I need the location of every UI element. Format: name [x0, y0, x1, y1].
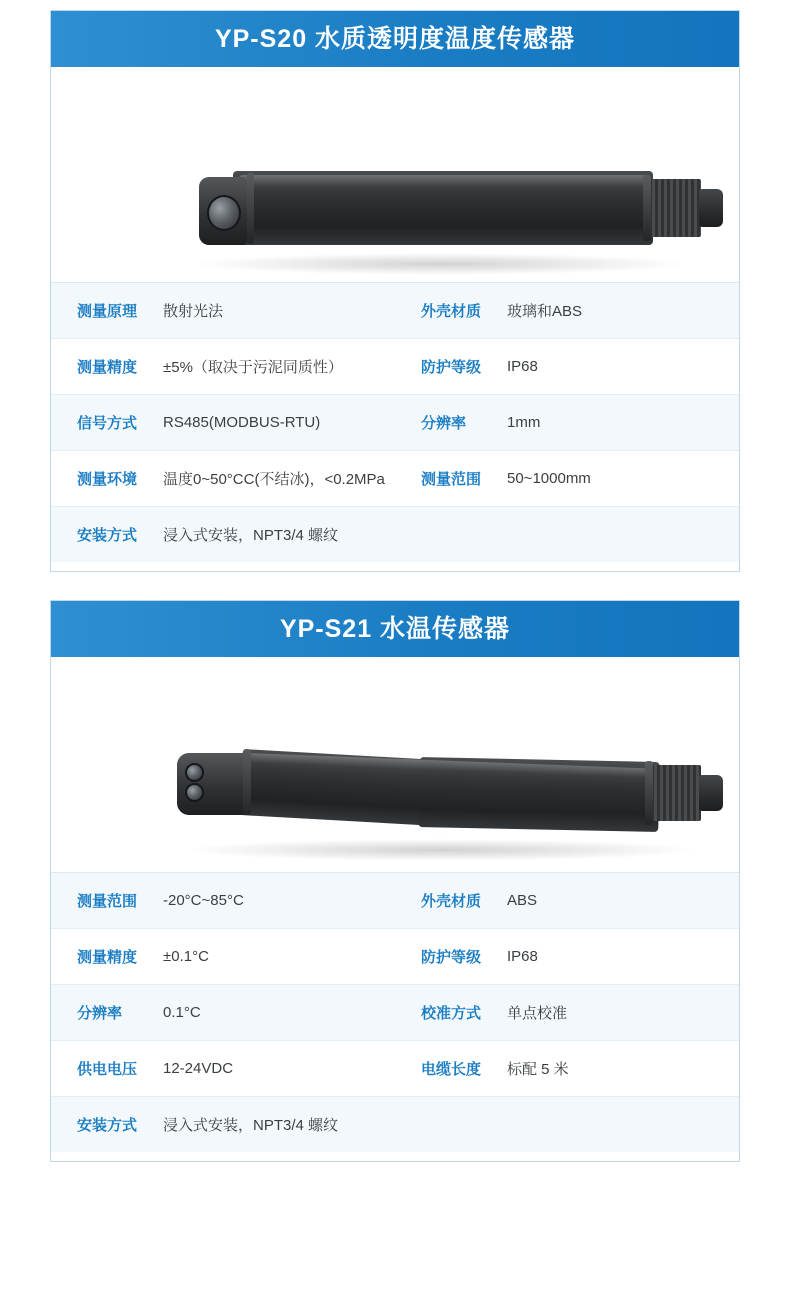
sensor-illustration-yp-s21: [51, 657, 741, 872]
spec-key: 安装方式: [77, 527, 138, 544]
spec-cell: [51, 929, 395, 984]
sensor-ring-front: [243, 749, 251, 815]
spec-value: 标配 5 米: [507, 1061, 569, 1078]
spec-cell: [51, 283, 395, 338]
spec-value: 温度0~50°CC(不结冰)，<0.2MPa: [163, 471, 385, 488]
spec-key: 测量范围: [77, 893, 138, 910]
spec-key: 测量精度: [77, 949, 138, 966]
table-row: [51, 1041, 739, 1097]
spec-key: 信号方式: [77, 415, 138, 432]
spec-value: 0.1°C: [163, 1004, 201, 1021]
spec-key: 分辨率: [77, 1005, 123, 1022]
product-image-yp-s20: [51, 67, 739, 282]
spec-key: 外壳材质: [421, 893, 482, 910]
spec-value: 50~1000mm: [507, 470, 591, 487]
sensor-head-cap: [177, 753, 247, 815]
spec-value: 散射光法: [163, 303, 224, 320]
spec-table-yp-s21: [51, 872, 739, 1152]
spec-key: 测量精度: [77, 359, 138, 376]
table-row: [51, 339, 739, 395]
spec-key: 安装方式: [77, 1117, 138, 1134]
sensor-connector-nose: [699, 775, 723, 811]
product-card-yp-s21: [50, 600, 740, 1162]
spec-cell: [51, 985, 395, 1040]
spec-cell: [395, 985, 739, 1040]
table-row: [51, 507, 739, 562]
spec-key: 测量范围: [421, 471, 482, 488]
spec-key: 测量原理: [77, 303, 138, 320]
spec-cell: [395, 395, 739, 450]
sensor-ring-front: [247, 173, 254, 244]
spec-value: ±0.1°C: [163, 948, 209, 965]
spec-value: -20°C~85°C: [163, 892, 244, 909]
spec-key: 供电电压: [77, 1061, 138, 1078]
spec-key: 防护等级: [421, 949, 482, 966]
product-title-yp-s21: YP-S21 水温传感器: [51, 601, 739, 657]
spec-cell: [395, 1041, 739, 1096]
sensor-probe-port-2: [185, 783, 204, 802]
spec-key: 电缆长度: [421, 1061, 482, 1078]
spec-value: ABS: [507, 892, 538, 909]
product-title-yp-s20: YP-S20 水质透明度温度传感器: [51, 11, 739, 67]
sensor-shadow: [191, 253, 691, 275]
table-row: [51, 929, 739, 985]
sensor-illustration-yp-s20: [51, 67, 741, 282]
sensor-connector-nose: [699, 189, 723, 227]
sensor-ring-rear: [643, 175, 651, 241]
table-row: [51, 283, 739, 339]
spec-value: 浸入式安装，NPT3/4 螺纹: [163, 1117, 339, 1134]
spec-value: 12-24VDC: [163, 1060, 234, 1077]
spec-key: 外壳材质: [421, 303, 482, 320]
spec-cell: [51, 1041, 395, 1096]
table-row: [51, 985, 739, 1041]
spec-cell: [51, 507, 739, 562]
spec-key: 分辨率: [421, 415, 467, 432]
sensor-thread-section: [651, 765, 701, 821]
sensor-probe-port-1: [185, 763, 204, 782]
spec-cell: [395, 451, 739, 506]
spec-value: IP68: [507, 948, 538, 965]
spec-key: 防护等级: [421, 359, 482, 376]
sensor-optical-window: [207, 195, 241, 231]
spec-value: ±5%（取决于污泥同质性）: [163, 359, 343, 376]
spec-cell: [51, 873, 395, 928]
spec-cell: [395, 873, 739, 928]
product-card-yp-s20: [50, 10, 740, 572]
sensor-highlight: [239, 175, 647, 195]
product-image-yp-s21: [51, 657, 739, 872]
spec-value: IP68: [507, 358, 538, 375]
spec-value: 1mm: [507, 414, 541, 431]
sensor-ring-rear: [645, 761, 653, 825]
spec-cell: [51, 339, 395, 394]
spec-cell: [395, 339, 739, 394]
spec-cell: [395, 283, 739, 338]
spec-value: 玻璃和ABS: [507, 303, 583, 320]
table-row: [51, 1097, 739, 1152]
spec-cell: [51, 395, 395, 450]
spec-cell: [51, 1097, 739, 1152]
spec-cell: [51, 451, 395, 506]
spec-value: 单点校准: [507, 1005, 568, 1022]
spec-key: 校准方式: [421, 1005, 482, 1022]
spec-value: RS485(MODBUS-RTU): [163, 414, 321, 431]
spec-value: 浸入式安装，NPT3/4 螺纹: [163, 527, 339, 544]
table-row: [51, 395, 739, 451]
table-row: [51, 873, 739, 929]
spec-key: 测量环境: [77, 471, 138, 488]
sensor-thread-section: [649, 179, 701, 237]
spec-cell: [395, 929, 739, 984]
table-row: [51, 451, 739, 507]
spec-table-yp-s20: [51, 282, 739, 562]
sensor-shadow: [181, 839, 701, 861]
